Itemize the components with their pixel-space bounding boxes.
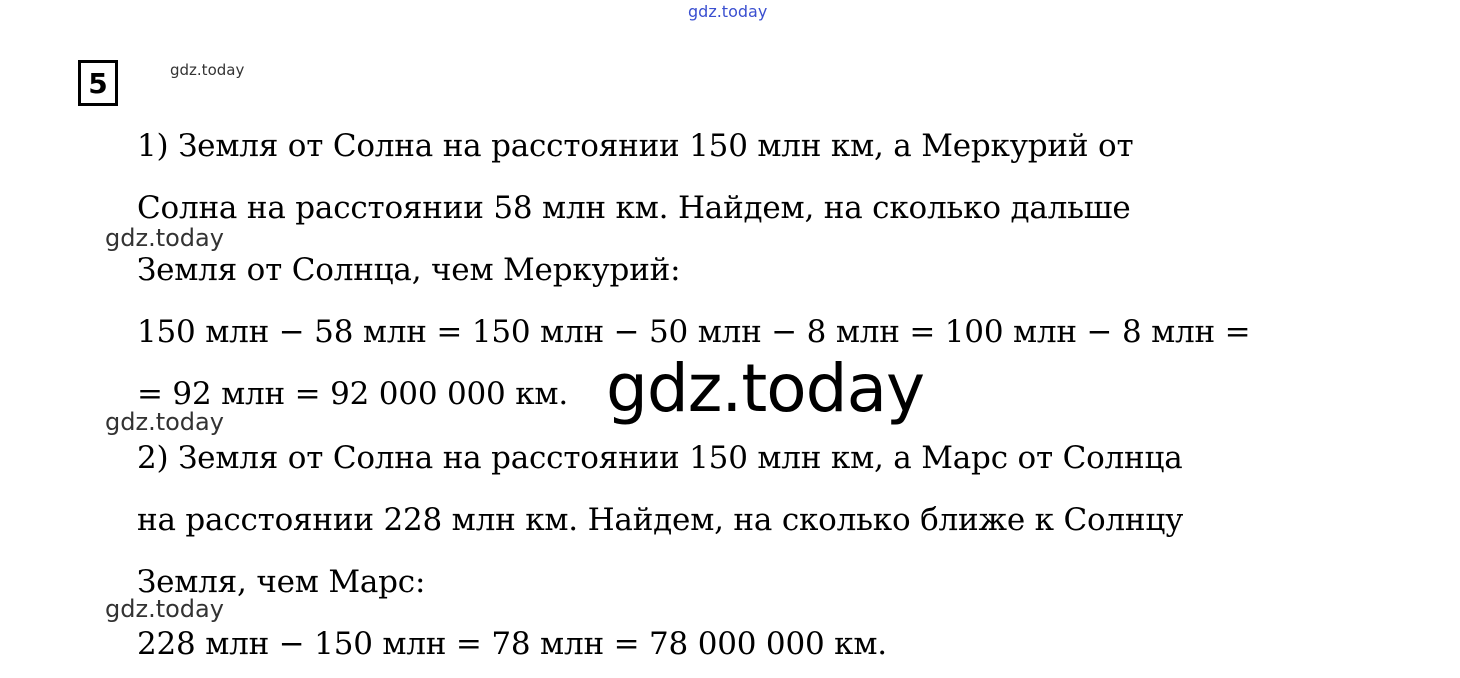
solution-line-2: Солна на расстоянии 58 млн км. Найдем, на сколько дальше [137, 190, 1131, 226]
watermark-large: gdz.today [606, 350, 925, 427]
solution-line-8: Земля, чем Марс: [137, 564, 426, 600]
solution-line-7: на расстоянии 228 млн км. Найдем, на сколько ближе к Солнцу [137, 502, 1184, 538]
solution-line-6: 2) Земля от Солна на расстоянии 150 млн км, а Марс от Солнца [137, 440, 1183, 476]
solution-line-4: 150 млн − 58 млн = 150 млн − 50 млн − 8 млн = 100 млн − 8 млн = [137, 314, 1251, 350]
watermark-mid-1: gdz.today [105, 224, 224, 252]
watermark-small: gdz.today [170, 61, 245, 79]
solution-line-1: 1) Земля от Солна на расстоянии 150 млн км, а Меркурий от [137, 128, 1134, 164]
task-number-badge [78, 60, 118, 106]
solution-line-5: = 92 млн = 92 000 000 км. [137, 376, 568, 412]
watermark-mid-2: gdz.today [105, 408, 224, 436]
solution-line-9: 228 млн − 150 млн = 78 млн = 78 000 000 км. [137, 626, 887, 662]
watermark-top: gdz.today [688, 2, 768, 21]
watermark-mid-3: gdz.today [105, 595, 224, 623]
task-number: 5 [88, 66, 108, 100]
solution-line-3: Земля от Солнца, чем Меркурий: [137, 252, 681, 288]
